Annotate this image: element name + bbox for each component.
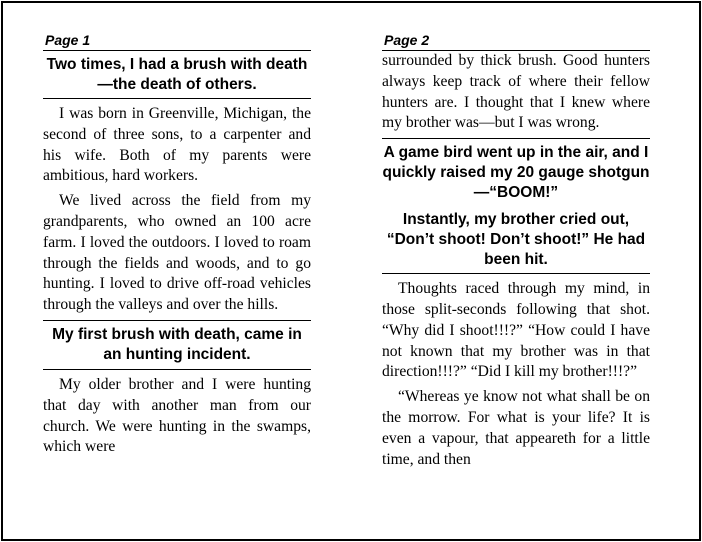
- section-heading: Two times, I had a brush with death—the death of others.: [46, 56, 308, 93]
- paragraph: We lived across the field from my grandparents, who owned an 100 acre farm. I loved the outdoors. I loved to roam through the fields and woods, and to go hunting. I loved to drive off-road vehicles through the valleys and over the hills.: [43, 192, 311, 314]
- section-heading: Instantly, my brother cried out, “Don’t shoot! Don’t shoot!” He had been hit.: [386, 211, 646, 269]
- section-heading: A game bird went up in the air, and I quickly raised my 20 gauge shotgun—“BOOM!”: [382, 144, 650, 202]
- paragraph: My older brother and I were hunting that day with another man from our church. We were hunting in the swamps, which were: [43, 375, 311, 456]
- paragraph: I was born in Greenville, Michigan, the second of three sons, to a carpenter and his wife. Both of my parents were ambitious, hard workers.: [43, 105, 311, 185]
- left-page: [43, 32, 311, 458]
- page-label: Page 2: [384, 32, 430, 48]
- paragraph: surrounded by thick brush. Good hunters always keep track of where their fellow hunters are. I thought that I knew where my brother was—but I was wrong.: [382, 52, 650, 132]
- divider: [43, 369, 311, 370]
- divider: [382, 273, 650, 274]
- paragraph: “Whereas ye know not what shall be on the morrow. For what is your life? It is even a vapour, that appeareth for a little time, and then: [382, 388, 650, 468]
- divider: [43, 50, 311, 51]
- divider: [43, 320, 311, 321]
- right-page: [382, 32, 650, 470]
- page-label: Page 1: [45, 32, 91, 48]
- section-heading: My first brush with death, came in an hunting incident.: [52, 325, 302, 363]
- paragraph: Thoughts raced through my mind, in those split-seconds following that shot. “Why did I shoot!!!?” “How could I have not known that my brother was in that direction!!!?” “Did I kill my brother!!!?”: [382, 280, 650, 381]
- divider: [382, 138, 650, 139]
- divider: [43, 98, 311, 99]
